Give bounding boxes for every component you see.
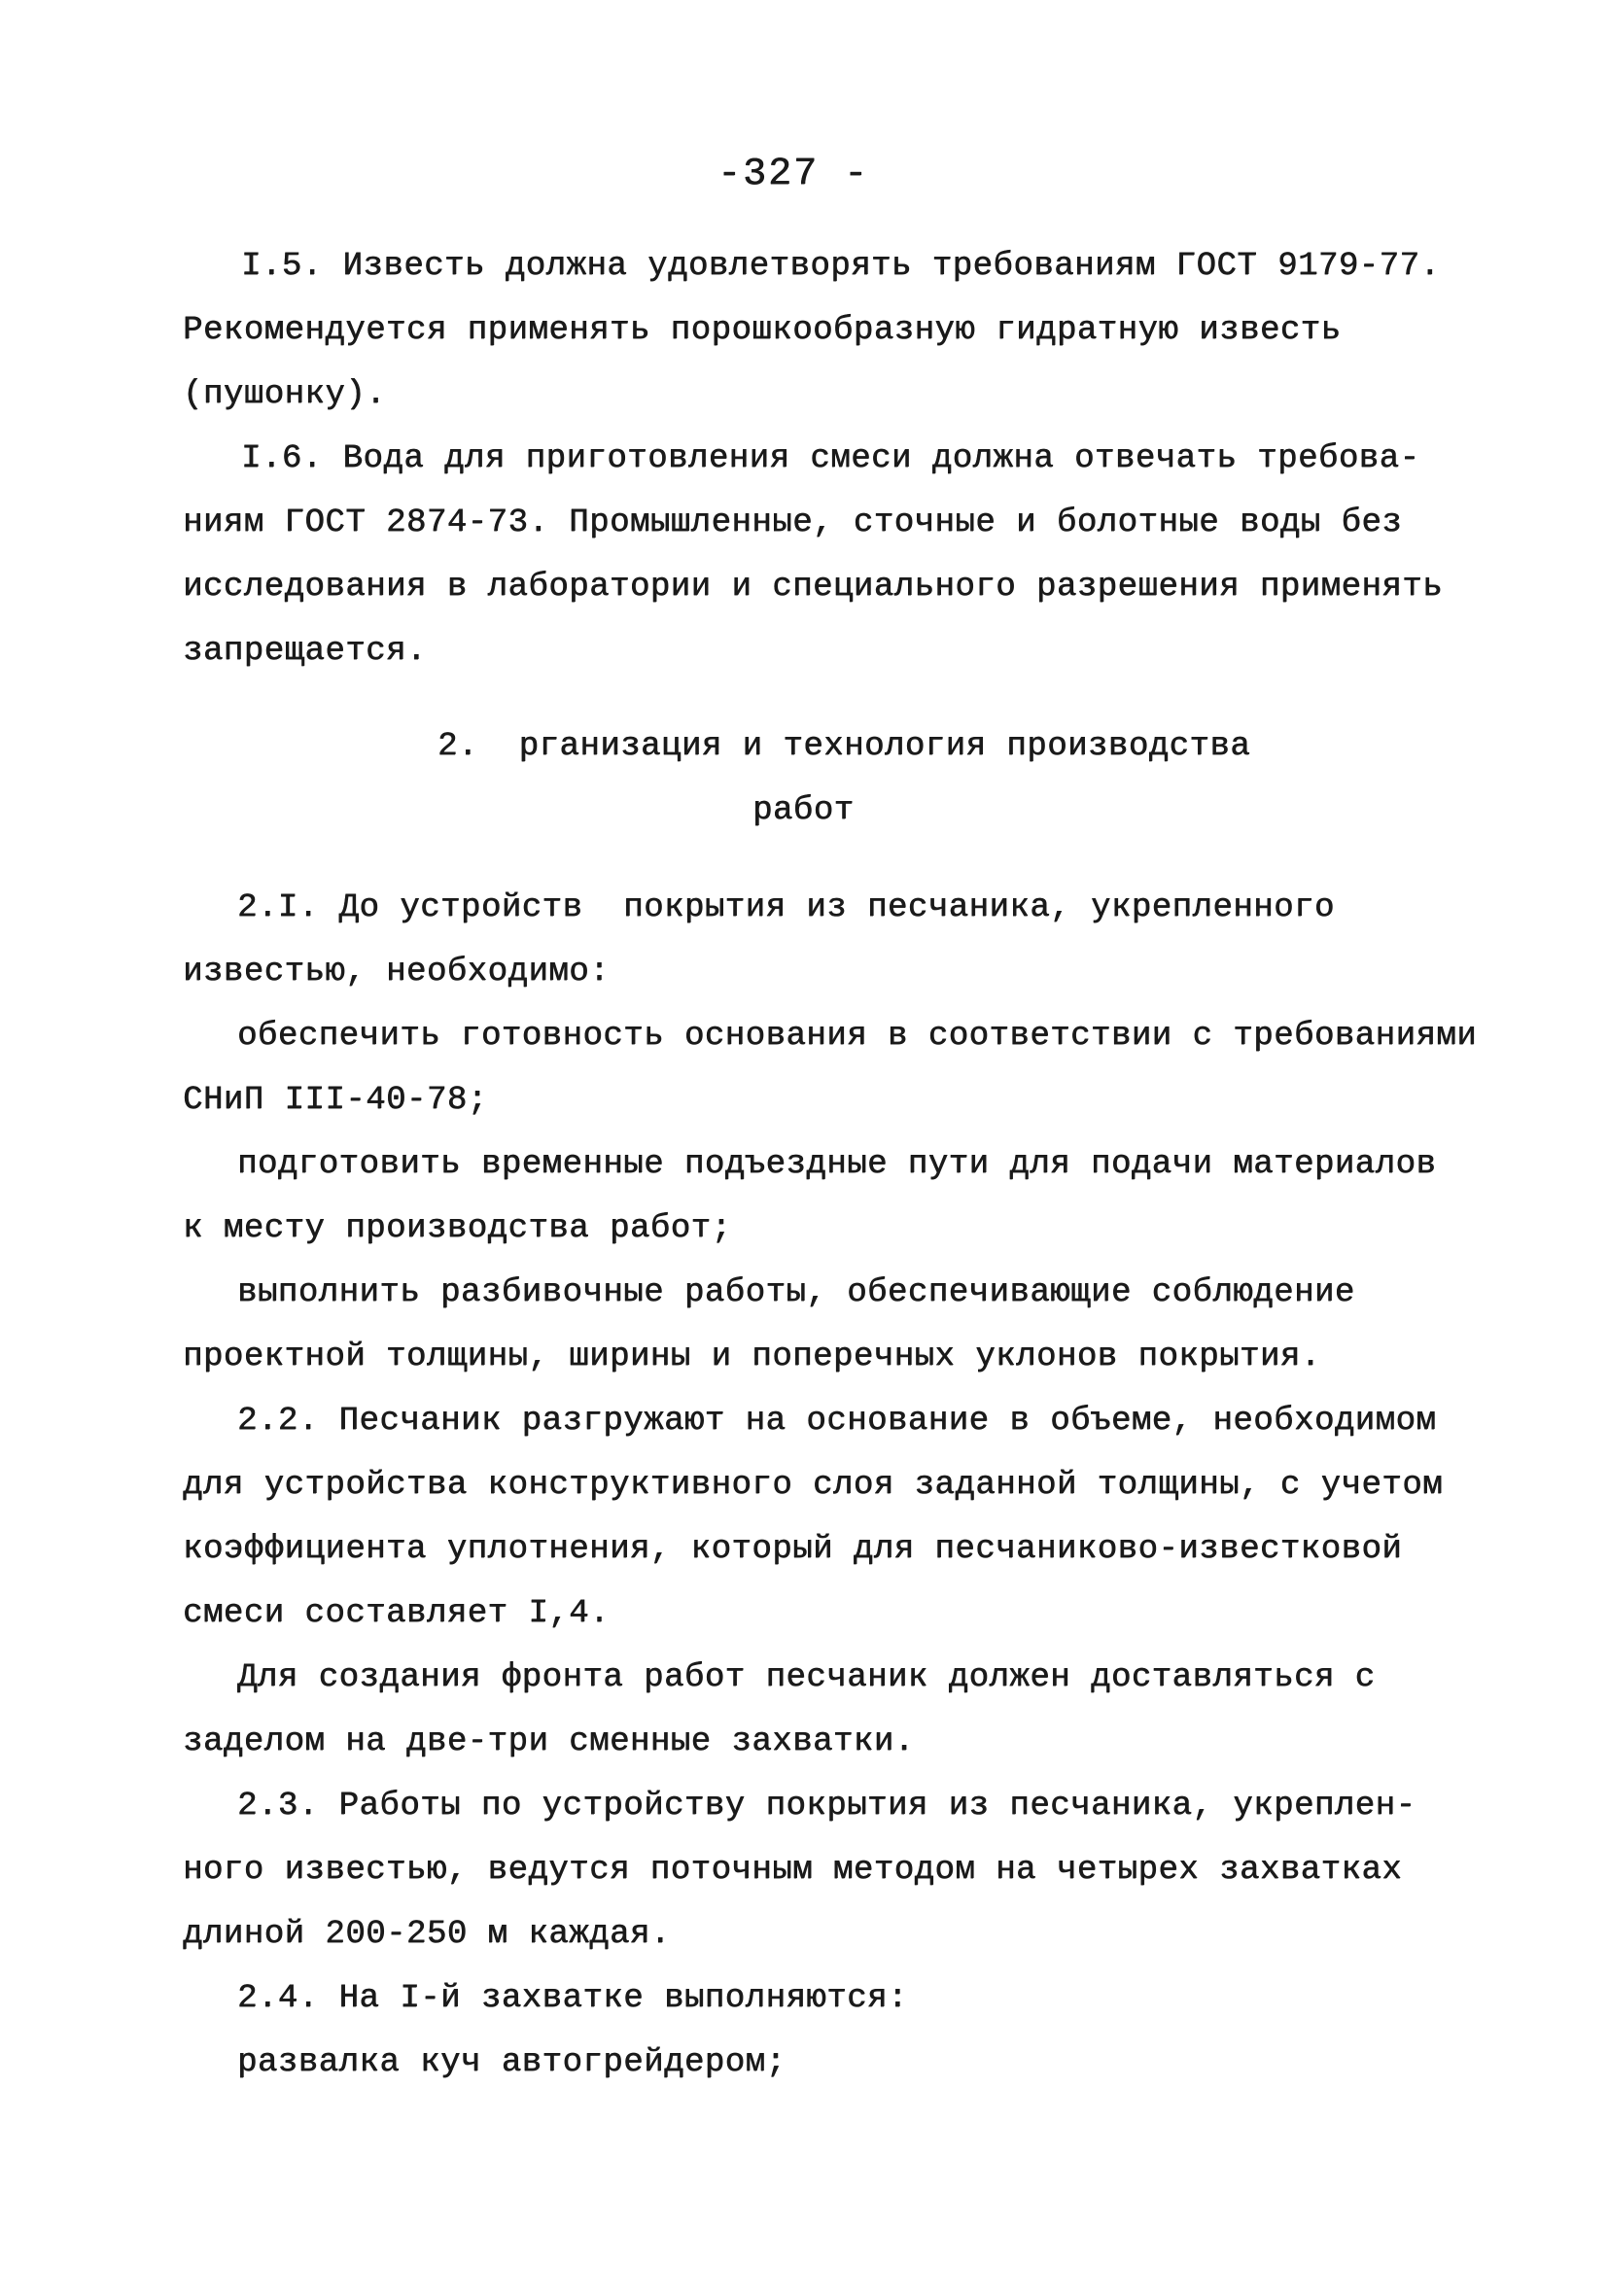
- paragraph-2-1-line-4: СНиП III-40-78;: [183, 1082, 488, 1119]
- paragraph-1-5-line-2: Рекомендуется применять порошкообразную гидратную известь: [183, 312, 1342, 349]
- section-2-heading-line-2: работ: [752, 792, 855, 829]
- paragraph-2-1-line-3: обеспечить готовность основания в соответствии с требованиями: [237, 1018, 1478, 1055]
- paragraph-2-3-line-3: длиной 200-250 м каждая.: [183, 1916, 671, 1953]
- paragraph-2-2-line-4: смеси составляет I,4.: [183, 1595, 610, 1632]
- paragraph-1-6-line-1: I.6. Вода для приготовления смеси должна отвечать требова-: [241, 440, 1420, 477]
- paragraph-2-1-line-6: к месту производства работ;: [183, 1210, 732, 1247]
- paragraph-1-6-line-2: ниям ГОСТ 2874-73. Промышленные, сточные и болотные воды без: [183, 504, 1403, 541]
- paragraph-1-5-line-3: (пушонку).: [183, 376, 387, 413]
- paragraph-2-3-line-1: 2.3. Работы по устройству покрытия из песчаника, укреплен-: [237, 1788, 1416, 1825]
- page-number: -327 -: [717, 153, 870, 196]
- paragraph-2-2-line-3: коэффициента уплотнения, который для песчаниково-известковой: [183, 1531, 1403, 1568]
- paragraph-1-6-line-4: запрещается.: [183, 633, 427, 670]
- paragraph-2-1-line-5: подготовить временные подъездные пути для подачи материалов: [237, 1146, 1437, 1183]
- paragraph-2-1-line-1: 2.I. До устройств покрытия из песчаника, укрепленного: [237, 889, 1335, 926]
- paragraph-2-2-line-1: 2.2. Песчаник разгружают на основание в объеме, необходимом: [237, 1403, 1437, 1440]
- paragraph-2-1-line-2: известью, необходимо:: [183, 954, 610, 991]
- paragraph-2-1-line-7: выполнить разбивочные работы, обеспечивающие соблюдение: [237, 1274, 1355, 1311]
- paragraph-2-2-line-6: заделом на две-три сменные захватки.: [183, 1723, 915, 1760]
- paragraph-2-2-line-5: Для создания фронта работ песчаник должен доставляться с: [237, 1659, 1376, 1696]
- paragraph-2-1-line-8: проектной толщины, ширины и поперечных уклонов покрытия.: [183, 1339, 1321, 1375]
- section-2-heading-line-1: 2. рганизация и технология производства: [437, 728, 1251, 765]
- paragraph-2-2-line-2: для устройства конструктивного слоя заданной толщины, с учетом: [183, 1467, 1444, 1504]
- paragraph-2-4-line-2: развалка куч автогрейдером;: [237, 2044, 787, 2081]
- paragraph-2-3-line-2: ного известью, ведутся поточным методом на четырех захватках: [183, 1852, 1403, 1889]
- paragraph-2-4-line-1: 2.4. На I-й захватке выполняются:: [237, 1980, 908, 2017]
- paragraph-1-6-line-3: исследования в лаборатории и специального разрешения применять: [183, 569, 1444, 606]
- paragraph-1-5-line-1: I.5. Известь должна удовлетворять требованиям ГОСТ 9179-77.: [241, 248, 1441, 285]
